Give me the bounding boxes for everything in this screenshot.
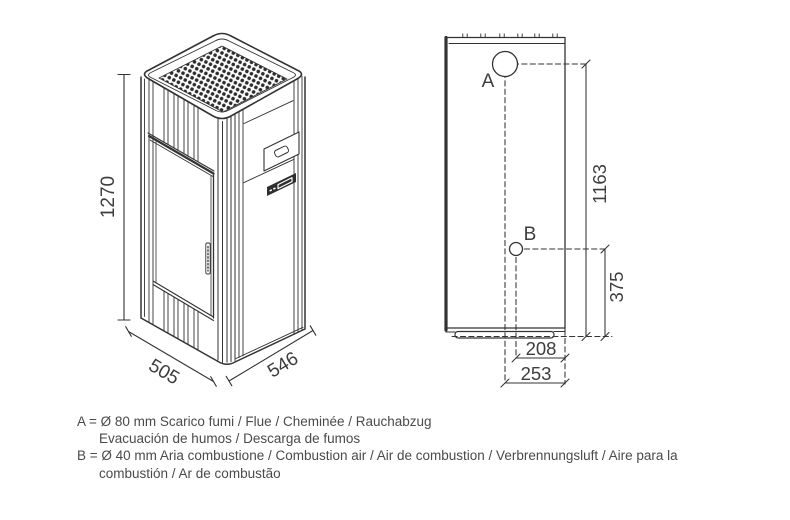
height-dimension-label: 1270 [98, 175, 119, 219]
legend [77, 413, 678, 482]
width-dimension-label: 505 [144, 355, 183, 390]
top-edge-ticks [463, 34, 557, 38]
height-dimension [118, 75, 130, 321]
legend-line-a2: Evacuación de humos / Descarga de fumos [99, 431, 361, 447]
a-offset-label: 253 [520, 363, 552, 384]
isometric-view [118, 34, 316, 390]
flue-hole-a [493, 52, 518, 77]
legend-line-b1: B = Ø 40 mm Aria combustione / Combustion air / Air de combustion / Verbrennungsluft / Aire para la [77, 448, 678, 464]
fire-door [148, 133, 214, 321]
b-height-label: 375 [606, 271, 627, 303]
right-side-panels [243, 101, 299, 196]
hole-b-label: B [523, 224, 537, 245]
door-handle [206, 243, 210, 274]
rear-view [446, 34, 612, 387]
legend-line-b2: combustión / Ar de combustão [99, 465, 281, 481]
hole-a-label: A [481, 71, 495, 92]
stove-body [141, 76, 305, 364]
legend-line-a1: A = Ø 80 mm Scarico fumi / Flue / Cheminée / Rauchabzug [77, 414, 432, 429]
front-view-dimensions [118, 75, 316, 390]
b-offset-label: 208 [525, 338, 557, 359]
combustion-air-hole-b [510, 243, 523, 256]
a-height-label: 1163 [589, 164, 610, 204]
control-panel [267, 173, 296, 196]
depth-dimension-label: 546 [264, 348, 303, 383]
